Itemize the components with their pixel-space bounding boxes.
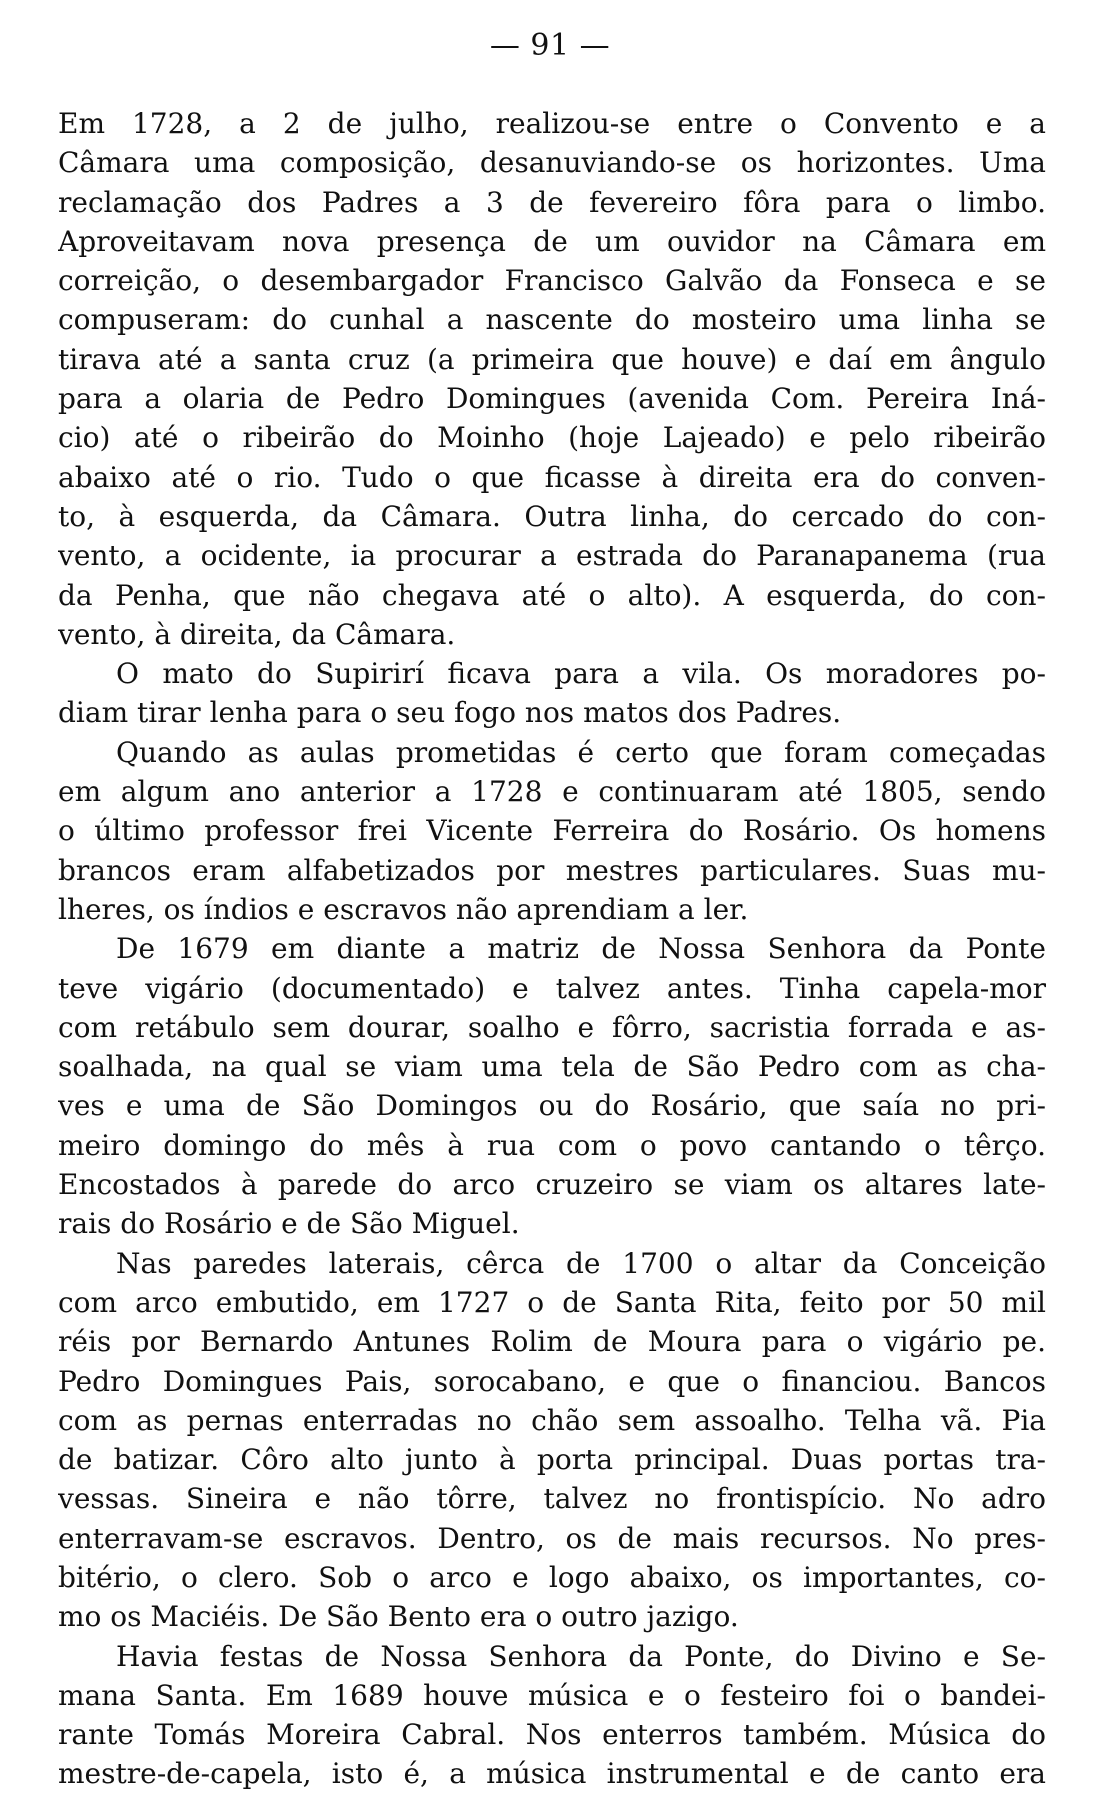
text-line: rante Tomás Moreira Cabral. Nos enterros também. Música do: [58, 1718, 1046, 1752]
text-line: réis por Bernardo Antunes Rolim de Moura para o vigário pe.: [58, 1325, 1046, 1359]
text-line: Aproveitavam nova presença de um ouvidor na Câmara em: [58, 224, 1046, 258]
text-line: mana Santa. Em 1689 houve música e o festeiro foi o bandei-: [58, 1678, 1046, 1712]
text-line: diam tirar lenha para o seu fogo nos matos dos Padres.: [58, 696, 842, 730]
text-line: o último professor frei Vicente Ferreira do Rosário. Os homens: [58, 814, 1046, 848]
text-line: bitério, o clero. Sob o arco e logo abaixo, os importantes, co-: [58, 1560, 1046, 1594]
text-line: vessas. Sineira e não tôrre, talvez no frontispício. No adro: [58, 1482, 1046, 1516]
text-line: lheres, os índios e escravos não aprendiam a ler.: [58, 892, 749, 926]
text-line: para a olaria de Pedro Domingues (avenida Com. Pereira Iná-: [58, 382, 1046, 416]
text-line: Câmara uma composição, desanuviando-se os horizontes. Uma: [58, 146, 1046, 180]
text-line: enterravam-se escravos. Dentro, os de mais recursos. No pres-: [58, 1521, 1046, 1555]
text-line: soalhada, na qual se viam uma tela de São Pedro com as cha-: [58, 1050, 1046, 1084]
paragraph: [58, 104, 1046, 654]
text-line: ves e uma de São Domingos ou do Rosário, que saía no pri-: [58, 1089, 1046, 1123]
text-line: mestre-de-capela, isto é, a música instrumental e de canto era: [58, 1757, 1046, 1791]
text-line: com as pernas enterradas no chão sem assoalho. Telha vã. Pia: [58, 1403, 1046, 1437]
page-number: — 91 —: [489, 28, 611, 63]
paragraph: [58, 733, 1046, 929]
text-line: compuseram: do cunhal a nascente do mosteiro uma linha se: [58, 303, 1046, 337]
text-line: Nas paredes laterais, cêrca de 1700 o altar da Conceição: [116, 1246, 1046, 1280]
text-line: em algum ano anterior a 1728 e continuaram até 1805, sendo: [58, 775, 1046, 809]
text-line: Encostados à parede do arco cruzeiro se viam os altares late-: [58, 1168, 1046, 1202]
text-line: to, à esquerda, da Câmara. Outra linha, do cercado do con-: [58, 499, 1046, 533]
text-line: rais do Rosário e de São Miguel.: [58, 1207, 520, 1241]
body-text: [58, 104, 1046, 1794]
text-line: mo os Maciéis. De São Bento era o outro jazigo.: [58, 1600, 739, 1634]
text-line: reclamação dos Padres a 3 de fevereiro fôra para o limbo.: [58, 185, 1046, 219]
text-line: tirava até a santa cruz (a primeira que houve) e daí em ângulo: [58, 342, 1046, 376]
text-line: brancos eram alfabetizados por mestres particulares. Suas mu-: [58, 853, 1046, 887]
text-line: abaixo até o rio. Tudo o que ficasse à direita era do conven-: [58, 460, 1046, 494]
text-line: correição, o desembargador Francisco Galvão da Fonseca e se: [58, 264, 1046, 298]
text-line: De 1679 em diante a matriz de Nossa Senhora da Ponte: [116, 932, 1046, 966]
paragraph: [58, 654, 1046, 733]
text-line: meiro domingo do mês à rua com o povo cantando o têrço.: [58, 1128, 1046, 1162]
text-line: O mato do Supirirí ficava para a vila. Os moradores po-: [116, 657, 1046, 691]
text-line: da Penha, que não chegava até o alto). A esquerda, do con-: [58, 578, 1046, 612]
text-line: Em 1728, a 2 de julho, realizou-se entre o Convento e a: [58, 107, 1046, 140]
text-line: teve vigário (documentado) e talvez antes. Tinha capela-mor: [58, 971, 1046, 1005]
text-line: cio) até o ribeirão do Moinho (hoje Lajeado) e pelo ribeirão: [58, 421, 1046, 455]
text-line: com retábulo sem dourar, soalho e fôrro, sacristia forrada e as-: [58, 1010, 1046, 1044]
text-line: Havia festas de Nossa Senhora da Ponte, do Divino e Se-: [116, 1639, 1046, 1673]
text-line: com arco embutido, em 1727 o de Santa Rita, feito por 50 mil: [58, 1285, 1046, 1319]
text-line: vento, a ocidente, ia procurar a estrada do Paranapanema (rua: [58, 539, 1046, 573]
paragraph: [58, 1244, 1046, 1637]
text-line: Pedro Domingues Pais, sorocabano, e que o financiou. Bancos: [58, 1364, 1046, 1398]
paragraph: [58, 929, 1046, 1243]
text-line: Quando as aulas prometidas é certo que foram começadas: [116, 735, 1046, 769]
text-line: vento, à direita, da Câmara.: [58, 617, 456, 651]
text-line: de batizar. Côro alto junto à porta principal. Duas portas tra-: [58, 1443, 1046, 1477]
paragraph: [58, 1637, 1046, 1794]
